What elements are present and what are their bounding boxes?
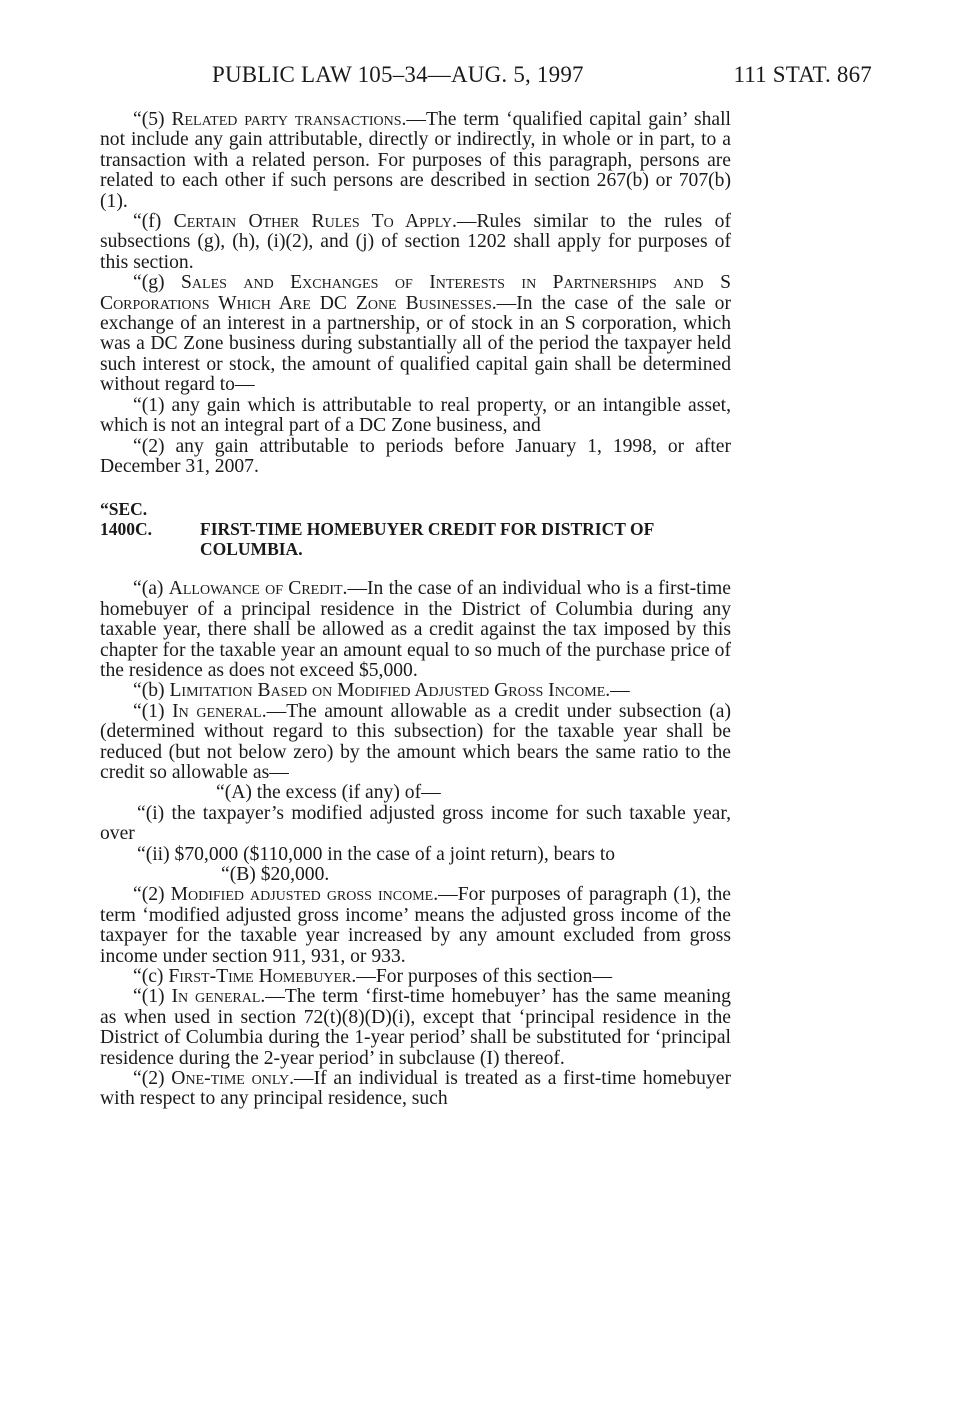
section-title: FIRST-TIME HOMEBUYER CREDIT FOR DISTRICT OF COLUMBIA. [200,519,654,560]
running-header [212,62,872,92]
paragraph-body: —The term ‘first-time homebuyer’ has the same meaning as when used in section 72(t)(8)(D)(i), except that ‘principal residence in the District of Columbia during the 1-year period’ shall be substituted for ‘principal residence during the 2-year period’ in subclause (I) thereof. [100,986,731,1069]
paragraph-lead: “(g) [133,272,182,294]
paragraph-lead: “(b) [133,680,170,702]
subsection-b-limitation [100,681,731,701]
paragraph-heading: Related party transactions. [171,109,407,130]
paragraph-lead: “(c) [133,966,169,988]
paragraph-heading: In general. [171,986,266,1008]
paragraph-heading: One-time only. [171,1068,294,1090]
subparagraph-b-1-A: “(A) the excess (if any) of— [216,782,441,804]
stat-page-number: 111 STAT. 867 [733,62,872,87]
paragraph-heading: Certain Other Rules To Apply. [173,211,457,233]
paragraph-g-1: “(1) any gain which is attributable to real property, or an intangible asset, which is not an integral part of a DC Zone business, and [100,394,731,437]
paragraph-b-2-modified-agi [100,885,731,967]
paragraph-body: —The term ‘qualified capital gain’ shall not include any gain attributable, directly or indirectly, in whole or in part, to a transaction with a related person. For purposes of this paragraph, persons are related to each other if such persons are described in section 267(b) or 707(b)(1). [100,109,731,212]
paragraph-lead: “(a) [133,578,169,600]
paragraph-lead: “(2) [133,884,171,906]
paragraph-lead: “(2) [133,1068,172,1090]
paragraph-heading: Sales and Exchanges of Interests in Partnerships and S Corporations Which Are DC Zone Businesses. [100,272,731,314]
paragraph-lead: “(1) [133,986,172,1008]
subsection-a-allowance-of-credit [100,579,731,681]
clause-b-1-A-ii: “(ii) $70,000 ($110,000 in the case of a joint return), bears to [137,843,616,865]
paragraph-body: —Rules similar to the rules of subsections (g), (h), (i)(2), and (j) of section 1202 shall apply for purposes of this section. [100,211,731,273]
section-number: “SEC. 1400C. [100,499,153,540]
subsection-c-first-time-homebuyer [100,967,731,987]
paragraph-body: —If an individual is treated as a first-time homebuyer with respect to any principal residence, such [100,1068,731,1110]
paragraph-body: —In the case of an individual who is a first-time homebuyer of a principal residence in the District of Columbia during any taxable year, there shall be allowed as a credit against the tax imposed by this chapter for the taxable year an amount equal to so much of the purchase price of the residence as does not exceed $5,000. [100,578,731,681]
subsection-f-certain-other-rules [100,212,731,273]
paragraph-lead: “(1) [133,700,173,722]
body-text [100,110,731,1110]
paragraph-body: —For purposes of paragraph (1), the term ‘modified adjusted gross income’ means the adjusted gross income of the taxpayer for the taxable year increased by any amount excluded from gross income under section 911, 931, or 933. [100,884,732,967]
paragraph-lead: “(f) [133,211,174,233]
paragraph-heading: Allowance of Credit. [168,578,348,600]
paragraph-heading: Limitation Based on Modified Adjusted Gross Income. [169,680,611,702]
subsection-g-sales-and-exchanges [100,273,731,395]
clause-b-1-A-i: “(i) the taxpayer’s modified adjusted gross income for such taxable year, over [100,802,731,845]
paragraph-body: —The amount allowable as a credit under subsection (a) (determined without regard to this subsection) for the taxable year shall be reduced (but not below zero) by the amount which bears the same ratio to the credit so allowable as— [100,700,731,783]
paragraph-body: — [610,680,630,702]
paragraph-body: —In the case of the sale or exchange of an interest in a partnership, or of stock in an S corporation, which was a DC Zone business during substantially all of the period the taxpayer held such interest or stock, the amount of qualified capital gain shall be determined without regard to— [100,292,731,396]
paragraph-heading: In general. [172,700,267,722]
paragraph-heading: First-Time Homebuyer. [168,966,357,988]
paragraph-c-2-one-time-only [100,1069,731,1110]
paragraph-lead: “(5) [133,109,172,130]
paragraph-b-1-in-general [100,702,731,784]
paragraph-heading: Modified adjusted gross income. [170,884,439,906]
paragraph-g-2: “(2) any gain attributable to periods before January 1, 1998, or after December 31, 2007. [100,435,731,477]
paragraph-related-party-transactions [100,110,731,212]
law-citation: PUBLIC LAW 105–34—AUG. 5, 1997 [212,62,584,87]
subparagraph-b-1-B: “(B) $20,000. [221,864,330,885]
paragraph-c-1-in-general [100,987,731,1069]
paragraph-body: —For purposes of this section— [356,966,613,988]
section-1400c-heading [100,499,731,559]
